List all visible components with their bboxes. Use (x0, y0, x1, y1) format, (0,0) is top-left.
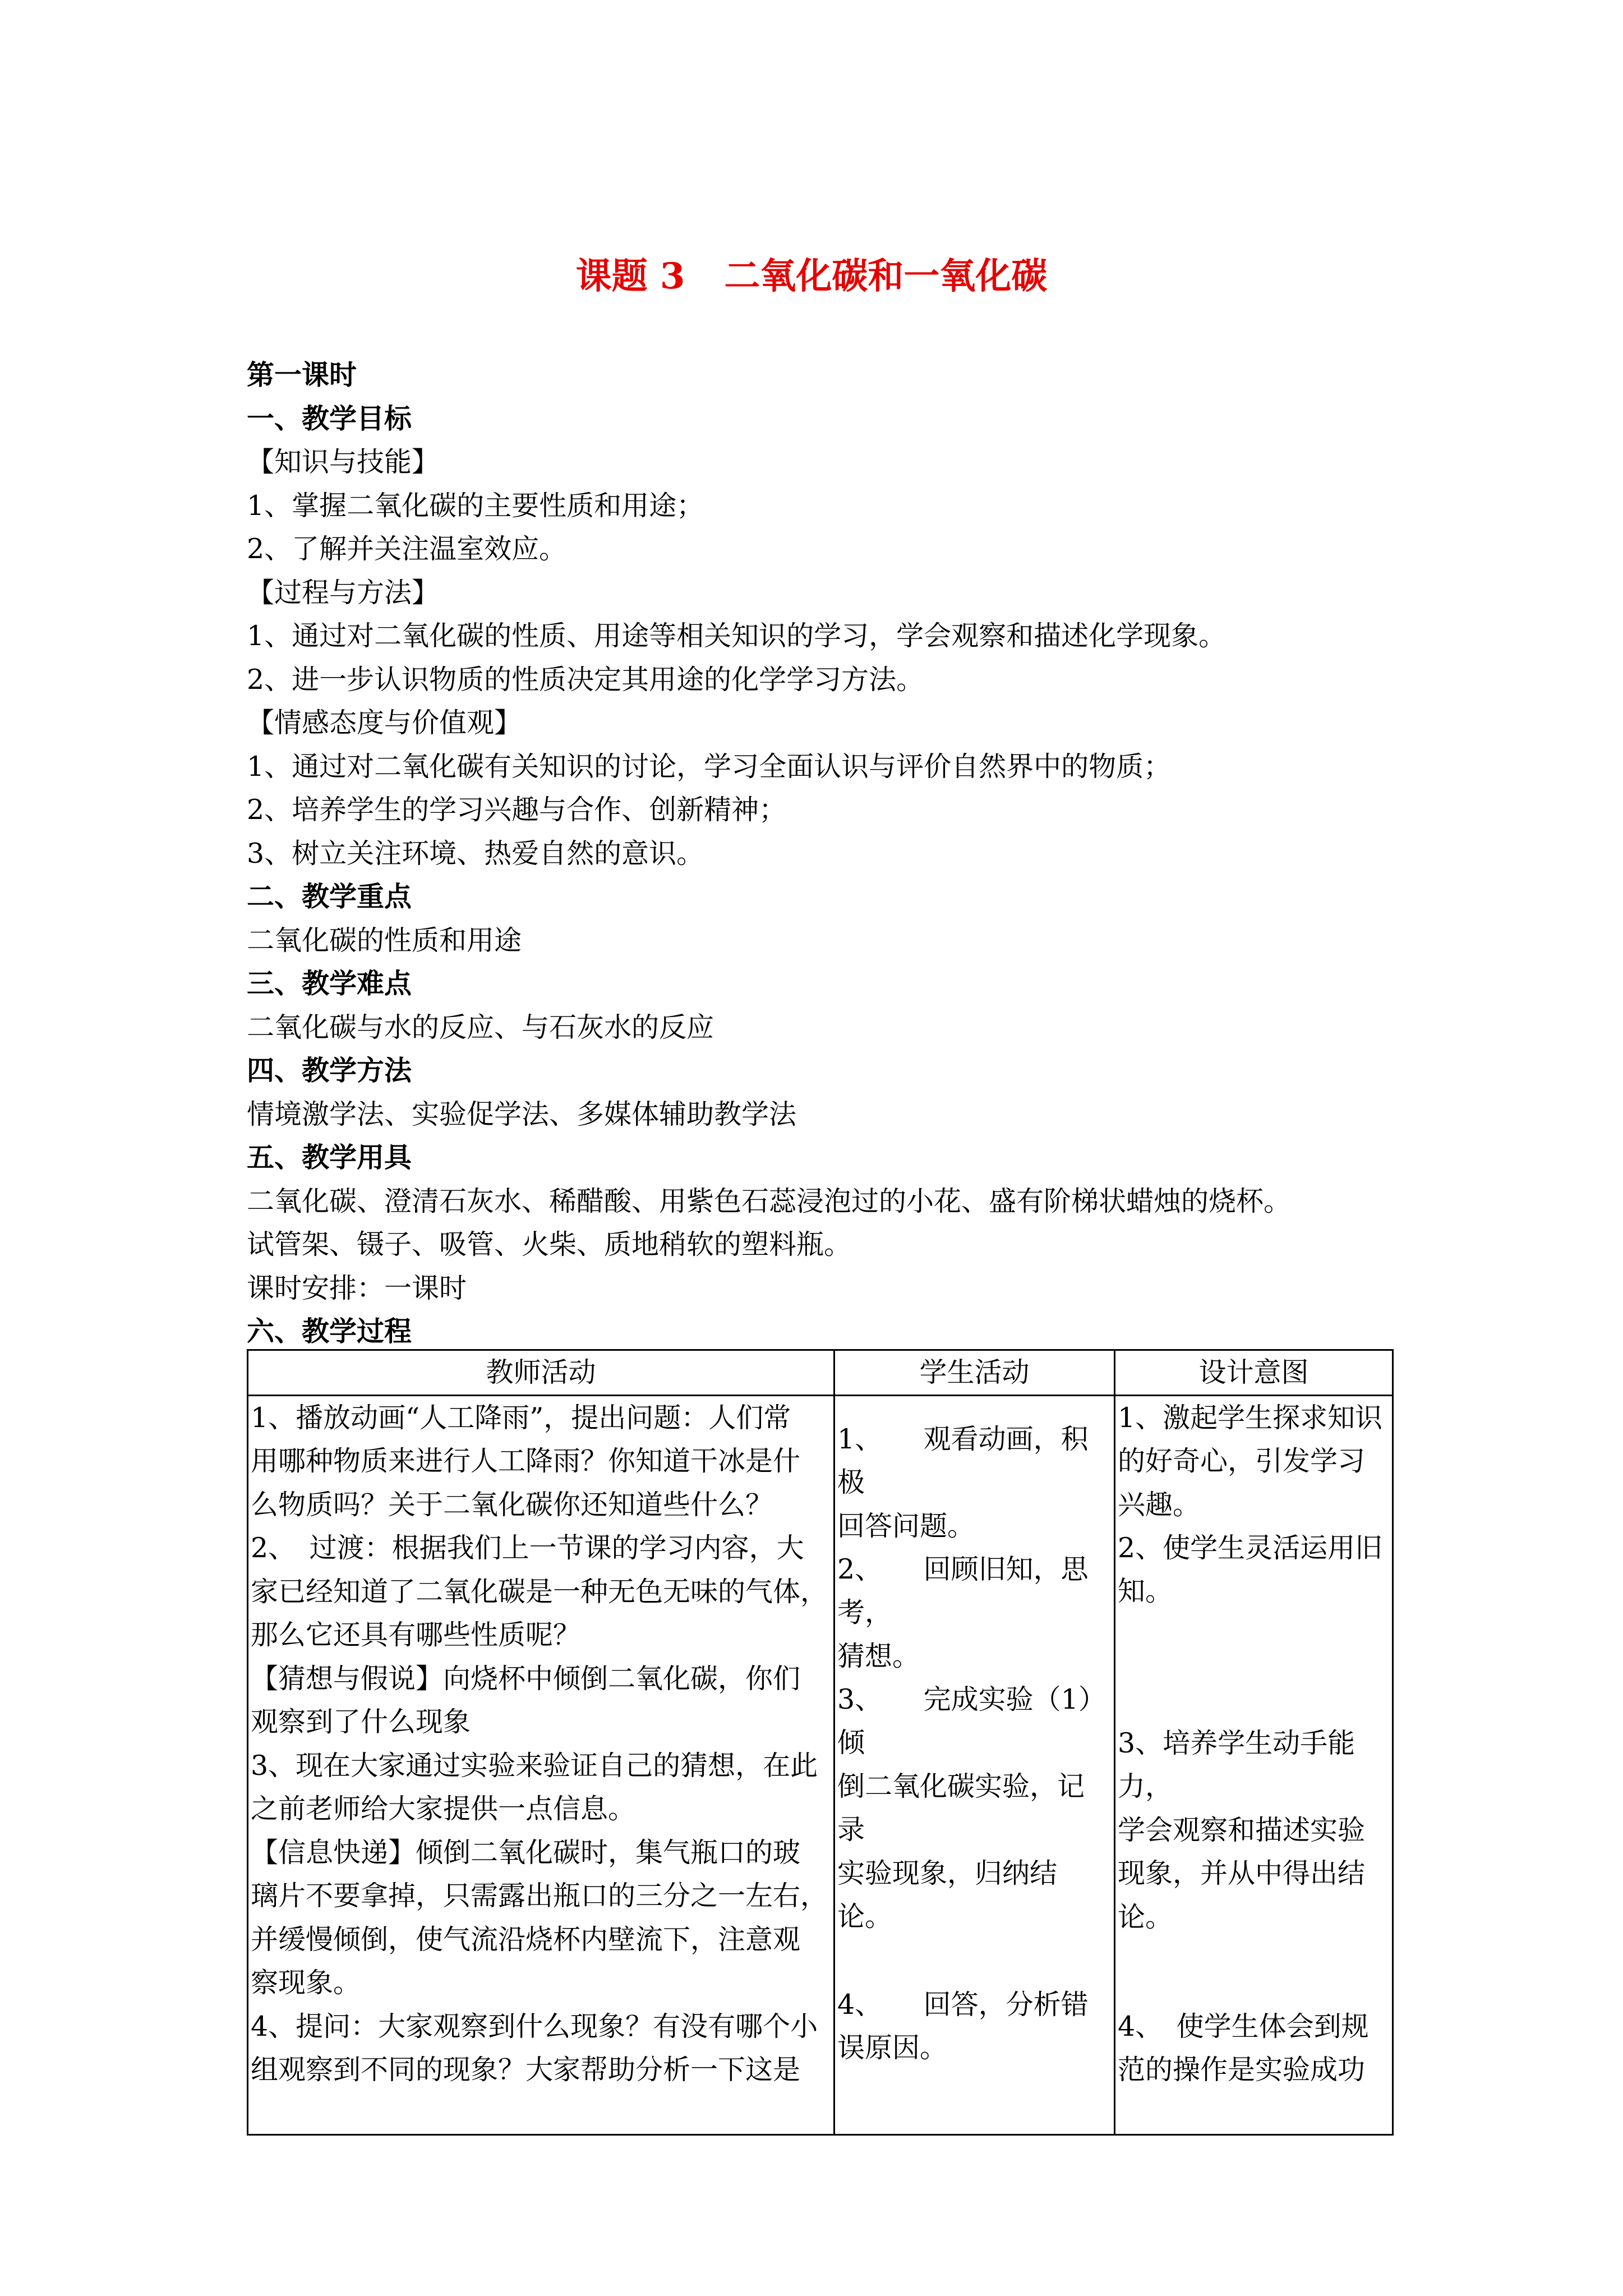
header-student: 学生活动 (834, 1350, 1115, 1396)
teacher-line: 用哪种物质来进行人工降雨？你知道干冰是什 (251, 1445, 801, 1477)
design-block (1118, 1396, 1390, 1527)
student-block (837, 1418, 1112, 1548)
teacher-line: 么物质吗？关于二氧化碳你还知道些什么？ (251, 1488, 773, 1521)
knowledge-item: 2、了解并关注温室效应。 (247, 533, 567, 565)
document-body (247, 353, 1391, 1354)
title-main: 二氧化碳和一氧化碳 (724, 255, 1048, 297)
design-block (1118, 1722, 1390, 1939)
student-line: 2、 回顾旧知，思考， (837, 1553, 1089, 1628)
design-line: 论。 (1118, 1901, 1173, 1933)
student-line: 3、 完成实验（1）倾 (837, 1683, 1106, 1759)
table-row (248, 1395, 1393, 2134)
emotion-item: 2、培养学生的学习兴趣与合作、创新精神； (247, 794, 787, 826)
key-heading: 二、教学重点 (247, 880, 412, 913)
teacher-line: 1、播放动画“人工降雨”，提出问题：人们常 (251, 1401, 791, 1434)
student-line: 回答问题。 (837, 1510, 975, 1542)
design-line: 3、培养学生动手能力， (1118, 1727, 1355, 1802)
difficult-heading: 三、教学难点 (247, 967, 412, 1000)
teacher-activity-cell (248, 1395, 834, 2134)
emotion-heading: 【情感态度与价值观】 (247, 707, 522, 739)
teacher-line: 2、 过渡：根据我们上一节课的学习内容，大 (251, 1532, 804, 1564)
knowledge-heading: 【知识与技能】 (247, 446, 440, 478)
design-intent-cell (1115, 1395, 1393, 2134)
teacher-line: 那么它还具有哪些性质呢？ (251, 1619, 581, 1651)
key-text: 二氧化碳的性质和用途 (247, 924, 522, 956)
process-heading: 【过程与方法】 (247, 576, 440, 609)
teacher-line: 并缓慢倾倒，使气流沿烧杯内壁流下，注意观 (251, 1923, 801, 1955)
emotion-item: 3、树立关注环境、热爱自然的意识。 (247, 837, 704, 869)
objectives-heading: 一、教学目标 (247, 402, 412, 435)
design-line: 4、 使学生体会到规 (1118, 2010, 1369, 2042)
teacher-line: 4、提问：大家观察到什么现象？有没有哪个小 (251, 2010, 818, 2042)
teacher-line: 之前老师给大家提供一点信息。 (251, 1793, 636, 1825)
title-prefix: 课题 3 (575, 255, 685, 297)
design-line: 2、使学生灵活运用旧 (1118, 1531, 1383, 1564)
student-activity-cell (834, 1395, 1115, 2134)
student-block (837, 1548, 1112, 1678)
process-heading-2: 六、教学过程 (247, 1315, 412, 1347)
student-line: 4、 回答，分析错 (837, 1988, 1089, 2021)
teacher-line: 【猜想与假说】向烧杯中倾倒二氧化碳，你们 (251, 1662, 801, 1695)
process-item: 2、进一步认识物质的性质决定其用途的化学学习方法。 (247, 663, 924, 696)
teacher-line: 组观察到不同的现象？大家帮助分析一下这是 (251, 2054, 801, 2086)
teacher-line: 察现象。 (251, 1967, 361, 1999)
design-line: 范的操作是实验成功 (1118, 2054, 1366, 2086)
teacher-line: 【信息快递】倾倒二氧化碳时，集气瓶口的玻 (251, 1836, 801, 1869)
teacher-line: 家已经知道了二氧化碳是一种无色无味的气体， (251, 1575, 828, 1608)
student-line: 实验现象，归纳结论。 (837, 1857, 1058, 1932)
table-header-row (248, 1350, 1393, 1396)
method-heading: 四、教学方法 (247, 1054, 412, 1087)
tools-heading: 五、教学用具 (247, 1141, 412, 1174)
emotion-item: 1、通过对二氧化碳有关知识的讨论，学习全面认识与评价自然界中的物质； (247, 750, 1172, 783)
student-line: 倒二氧化碳实验，记录 (837, 1770, 1085, 1846)
header-design: 设计意图 (1115, 1350, 1393, 1396)
document-title (0, 251, 1623, 302)
design-line: 学会观察和描述实验 (1118, 1814, 1366, 1846)
design-block (1118, 2005, 1390, 2092)
teacher-line: 3、现在大家通过实验来验证自己的猜想，在此 (251, 1749, 818, 1782)
teaching-process-table (247, 1349, 1394, 2136)
student-block (837, 1983, 1112, 2070)
design-line: 1、激起学生探求知识 (1118, 1401, 1383, 1434)
teacher-line: 观察到了什么现象 (251, 1706, 471, 1738)
design-block (1118, 1526, 1390, 1613)
schedule-text: 课时安排：一课时 (247, 1272, 467, 1304)
student-line: 1、 观看动画，积极 (837, 1423, 1089, 1498)
method-text: 情境激学法、实验促学法、多媒体辅助教学法 (247, 1098, 797, 1130)
tools-line: 二氧化碳、澄清石灰水、稀醋酸、用紫色石蕊浸泡过的小花、盛有阶梯状蜡烛的烧杯。 (247, 1185, 1292, 1217)
design-line: 知。 (1118, 1575, 1173, 1607)
student-line: 猜想。 (837, 1640, 920, 1672)
tools-line: 试管架、镊子、吸管、火柴、质地稍软的塑料瓶。 (247, 1228, 852, 1260)
difficult-text: 二氧化碳与水的反应、与石灰水的反应 (247, 1011, 714, 1043)
lesson-label: 第一课时 (247, 358, 357, 391)
student-line: 误原因。 (837, 2032, 948, 2064)
design-line: 兴趣。 (1118, 1488, 1201, 1521)
teacher-line: 璃片不要拿掉，只需露出瓶口的三分之一左右， (251, 1880, 828, 1912)
design-line: 的好奇心，引发学习 (1118, 1445, 1366, 1477)
student-block (837, 1678, 1112, 1939)
design-line: 现象，并从中得出结 (1118, 1857, 1366, 1889)
header-teacher: 教师活动 (248, 1350, 834, 1396)
process-item: 1、通过对二氧化碳的性质、用途等相关知识的学习，学会观察和描述化学现象。 (247, 620, 1227, 652)
knowledge-item: 1、掌握二氧化碳的主要性质和用途； (247, 489, 704, 522)
